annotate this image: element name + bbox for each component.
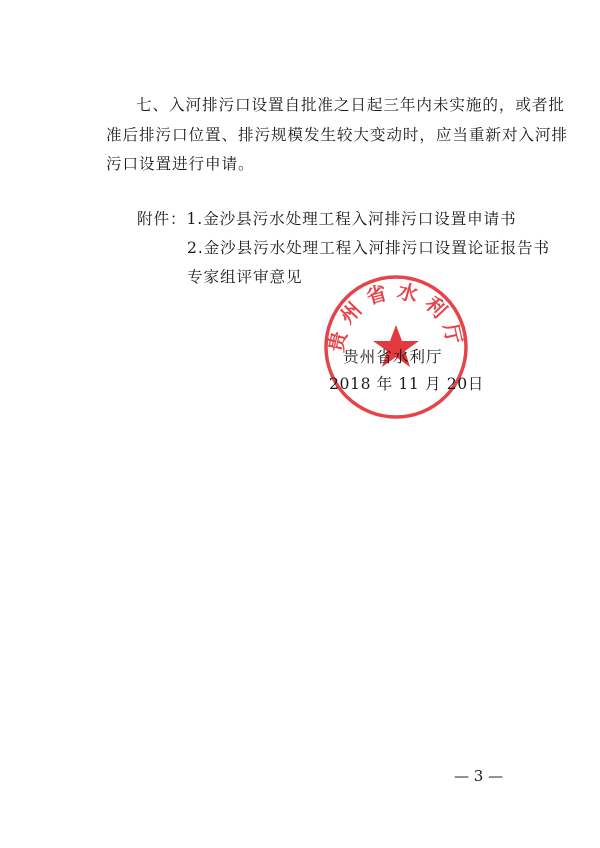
attachment-item-1: 1.金沙县污水处理工程入河排污口设置申请书 bbox=[186, 210, 517, 228]
attachment-row-1 bbox=[137, 205, 550, 234]
seal-text: 贵州省水利厅 bbox=[323, 278, 469, 355]
attachment-row-2 bbox=[137, 234, 550, 263]
attachments-label: 附件： bbox=[137, 210, 187, 228]
page-number: — 3 — bbox=[454, 767, 504, 785]
body-line-2: 准后排污口位置、排污规模发生较大变动时，应当重新对入河排 bbox=[106, 125, 568, 144]
attachment-item-2: 2.金沙县污水处理工程入河排污口设置论证报告书 bbox=[187, 239, 551, 257]
body-line-3: 污口设置进行申请。 bbox=[106, 155, 255, 173]
body-paragraph bbox=[106, 91, 568, 180]
attachment-item-2-continuation: 专家组评审意见 bbox=[187, 268, 303, 286]
body-line-1: 七、入河排污口设置自批准之日起三年内未实施的，或者批 bbox=[136, 96, 565, 114]
signing-organization: 贵州省水利厅 bbox=[343, 348, 443, 366]
signing-date: 2018 年 11 月 20日 bbox=[329, 375, 484, 393]
